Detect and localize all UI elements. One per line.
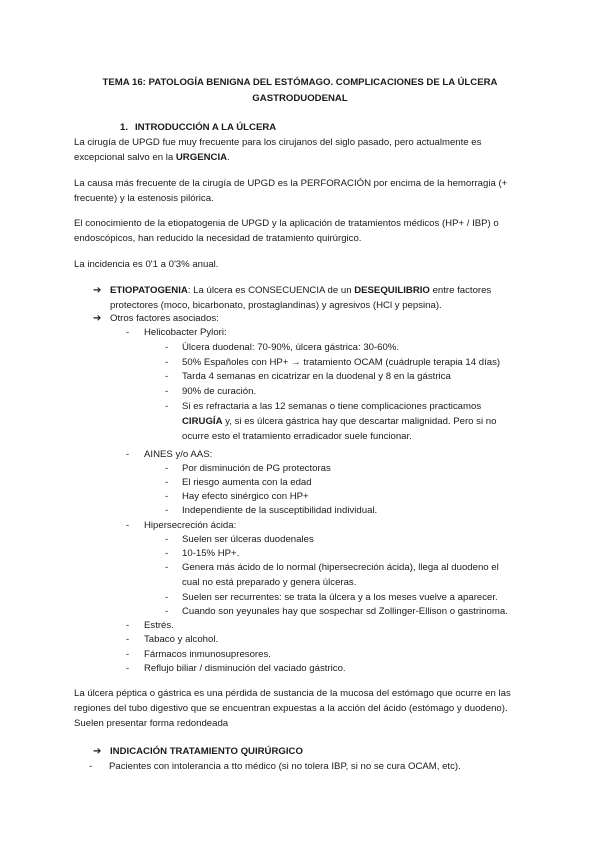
dash-bullet: -	[126, 449, 130, 460]
text-span: .	[227, 152, 230, 163]
paragraph-line: protectores (moco, bicarbonato, prostaglandinas) y agresivos (HCl y pepsina).	[110, 300, 442, 311]
list-item: 50% Españoles con HP+ → tratamiento OCAM (cuádruple terapia 14 días)	[182, 357, 501, 368]
paragraph-line: regiones del tubo digestivo que se encuentran expuestas a la acción del ácido (estómago y duodeno).	[74, 703, 508, 714]
dash-bullet: -	[126, 620, 130, 631]
text-span: entre factores	[429, 285, 492, 296]
paragraph-causa	[74, 176, 526, 206]
section-number: 1.	[120, 122, 129, 133]
dash-bullet: -	[126, 663, 130, 674]
dash-bullet: -	[165, 477, 169, 488]
paragraph-line: Suelen presentar forma redondeada	[74, 718, 229, 729]
dash-bullet: -	[165, 357, 169, 368]
title-line-2: GASTRODUODENAL	[252, 93, 348, 104]
dash-bullet: -	[126, 520, 130, 531]
list-item: Suelen ser recurrentes: se trata la úlcera y a los meses vuelve a aparecer.	[182, 592, 498, 603]
bold-text: CIRUGÍA	[182, 416, 223, 427]
dash-bullet: -	[165, 548, 169, 559]
hipersecrecion-label: Hipersecreción ácida:	[144, 520, 237, 531]
dash-bullet: -	[165, 491, 169, 502]
list-item: Cuando son yeyunales hay que sospechar sd Zollinger-Ellison o gastrinoma.	[182, 606, 508, 617]
list-item: Estrés.	[144, 620, 174, 631]
dash-bullet: -	[165, 592, 169, 603]
dash-bullet: -	[165, 606, 169, 617]
list-item: 90% de curación.	[182, 386, 257, 397]
dash-bullet: -	[165, 534, 169, 545]
paragraph-line: cual no está preparado y genera úlceras.	[182, 577, 357, 588]
arrow-bullet-icon: ➔	[93, 313, 102, 324]
paragraph-cirugia	[74, 135, 526, 165]
list-item-genera	[182, 560, 522, 590]
paragraph-line	[182, 414, 522, 429]
list-item: El riesgo aumenta con la edad	[182, 477, 312, 488]
paragraph-conocimiento	[74, 216, 526, 246]
paragraph-line: La úlcera péptica o gástrica es una pérdida de sustancia de la mucosa del estómago que ocurre en las	[74, 688, 511, 699]
bold-text: DESEQUILIBRIO	[354, 285, 430, 296]
text-span: excepcional salvo en la	[74, 152, 176, 163]
paragraph-incidencia: La incidencia es 0'1 a 0'3% anual.	[74, 259, 219, 270]
list-item: 10-15% HP+.	[182, 548, 240, 559]
dash-bullet: -	[165, 562, 169, 573]
helicobacter-label: Helicobacter Pylori:	[144, 327, 227, 338]
bold-text: ETIOPATOGENIA	[110, 285, 188, 296]
list-item: Pacientes con intolerancia a tto médico (si no tolera IBP, si no se cura OCAM, etc).	[109, 761, 461, 772]
section-heading	[120, 120, 276, 135]
paragraph-line: La cirugía de UPGD fue muy frecuente para los cirujanos del siglo pasado, pero actualmente es	[74, 137, 482, 148]
dash-bullet: -	[165, 386, 169, 397]
dash-bullet: -	[165, 463, 169, 474]
text-span: y, si es úlcera gástrica hay que descartar malignidad. Pero si no	[222, 416, 497, 427]
aines-label: AINES y/o AAS:	[144, 449, 213, 460]
bold-text: URGENCIA	[175, 152, 228, 163]
paragraph-line: ocurre esto el tratamiento erradicador suele funcionar.	[182, 431, 412, 442]
paragraph-line: El conocimiento de la etiopatogenia de UPGD y la aplicación de tratamientos médicos (HP+ / IBP) o	[74, 218, 499, 229]
dash-bullet: -	[89, 761, 93, 772]
dash-bullet: -	[165, 505, 169, 516]
list-item: Fármacos inmunosupresores.	[144, 649, 271, 660]
list-item: Hay efecto sinérgico con HP+	[182, 491, 309, 502]
paragraph-line: Si es refractaria a las 12 semanas o tiene complicaciones practicamos	[182, 401, 482, 412]
list-item: Tabaco y alcohol.	[144, 634, 219, 645]
title-line-1: TEMA 16: PATOLOGÍA BENIGNA DEL ESTÓMAGO. COMPLICACIONES DE LA ÚLCERA	[102, 77, 498, 88]
paragraph-line: frecuente) y la estenosis pilórica.	[74, 193, 214, 204]
section-title: INTRODUCCIÓN A LA ÚLCERA	[135, 122, 277, 133]
list-item: Tarda 4 semanas en cicatrizar en la duodenal y 8 en la gástrica	[182, 371, 451, 382]
indicacion-heading: INDICACIÓN TRATAMIENTO QUIRÚRGICO	[110, 746, 303, 757]
paragraph-line: La causa más frecuente de la cirugía de UPGD es la PERFORACIÓN por encima de la hemorragia (+	[74, 178, 508, 189]
dash-bullet: -	[165, 401, 169, 412]
dash-bullet: -	[165, 371, 169, 382]
text-span: : La úlcera es CONSECUENCIA de un	[187, 285, 355, 296]
paragraph-line	[110, 283, 526, 298]
list-item: Úlcera duodenal: 70-90%, úlcera gástrica: 30-60%.	[182, 342, 400, 353]
dash-bullet: -	[165, 342, 169, 353]
list-item: Suelen ser úlceras duodenales	[182, 534, 314, 545]
paragraph-line: endoscópicos, han reducido la necesidad de tratamiento quirúrgico.	[74, 233, 362, 244]
dash-bullet: -	[126, 649, 130, 660]
paragraph-ulcera-peptica	[74, 686, 534, 731]
etiopatogenia-item	[110, 283, 526, 313]
list-item-refractaria	[182, 399, 522, 444]
document-title	[80, 75, 520, 107]
paragraph-line: Genera más ácido de lo normal (hipersecreción ácida), llega al duodeno el	[182, 562, 499, 573]
otros-factores-heading: Otros factores asociados:	[110, 313, 219, 324]
paragraph-line	[74, 150, 526, 165]
list-item: Por disminución de PG protectoras	[182, 463, 331, 474]
list-item: Independiente de la susceptibilidad individual.	[182, 505, 378, 516]
dash-bullet: -	[126, 634, 130, 645]
dash-bullet: -	[126, 327, 130, 338]
arrow-bullet-icon: ➔	[93, 285, 102, 296]
list-item: Reflujo biliar / disminución del vaciado gástrico.	[144, 663, 346, 674]
arrow-bullet-icon: ➔	[93, 746, 102, 757]
